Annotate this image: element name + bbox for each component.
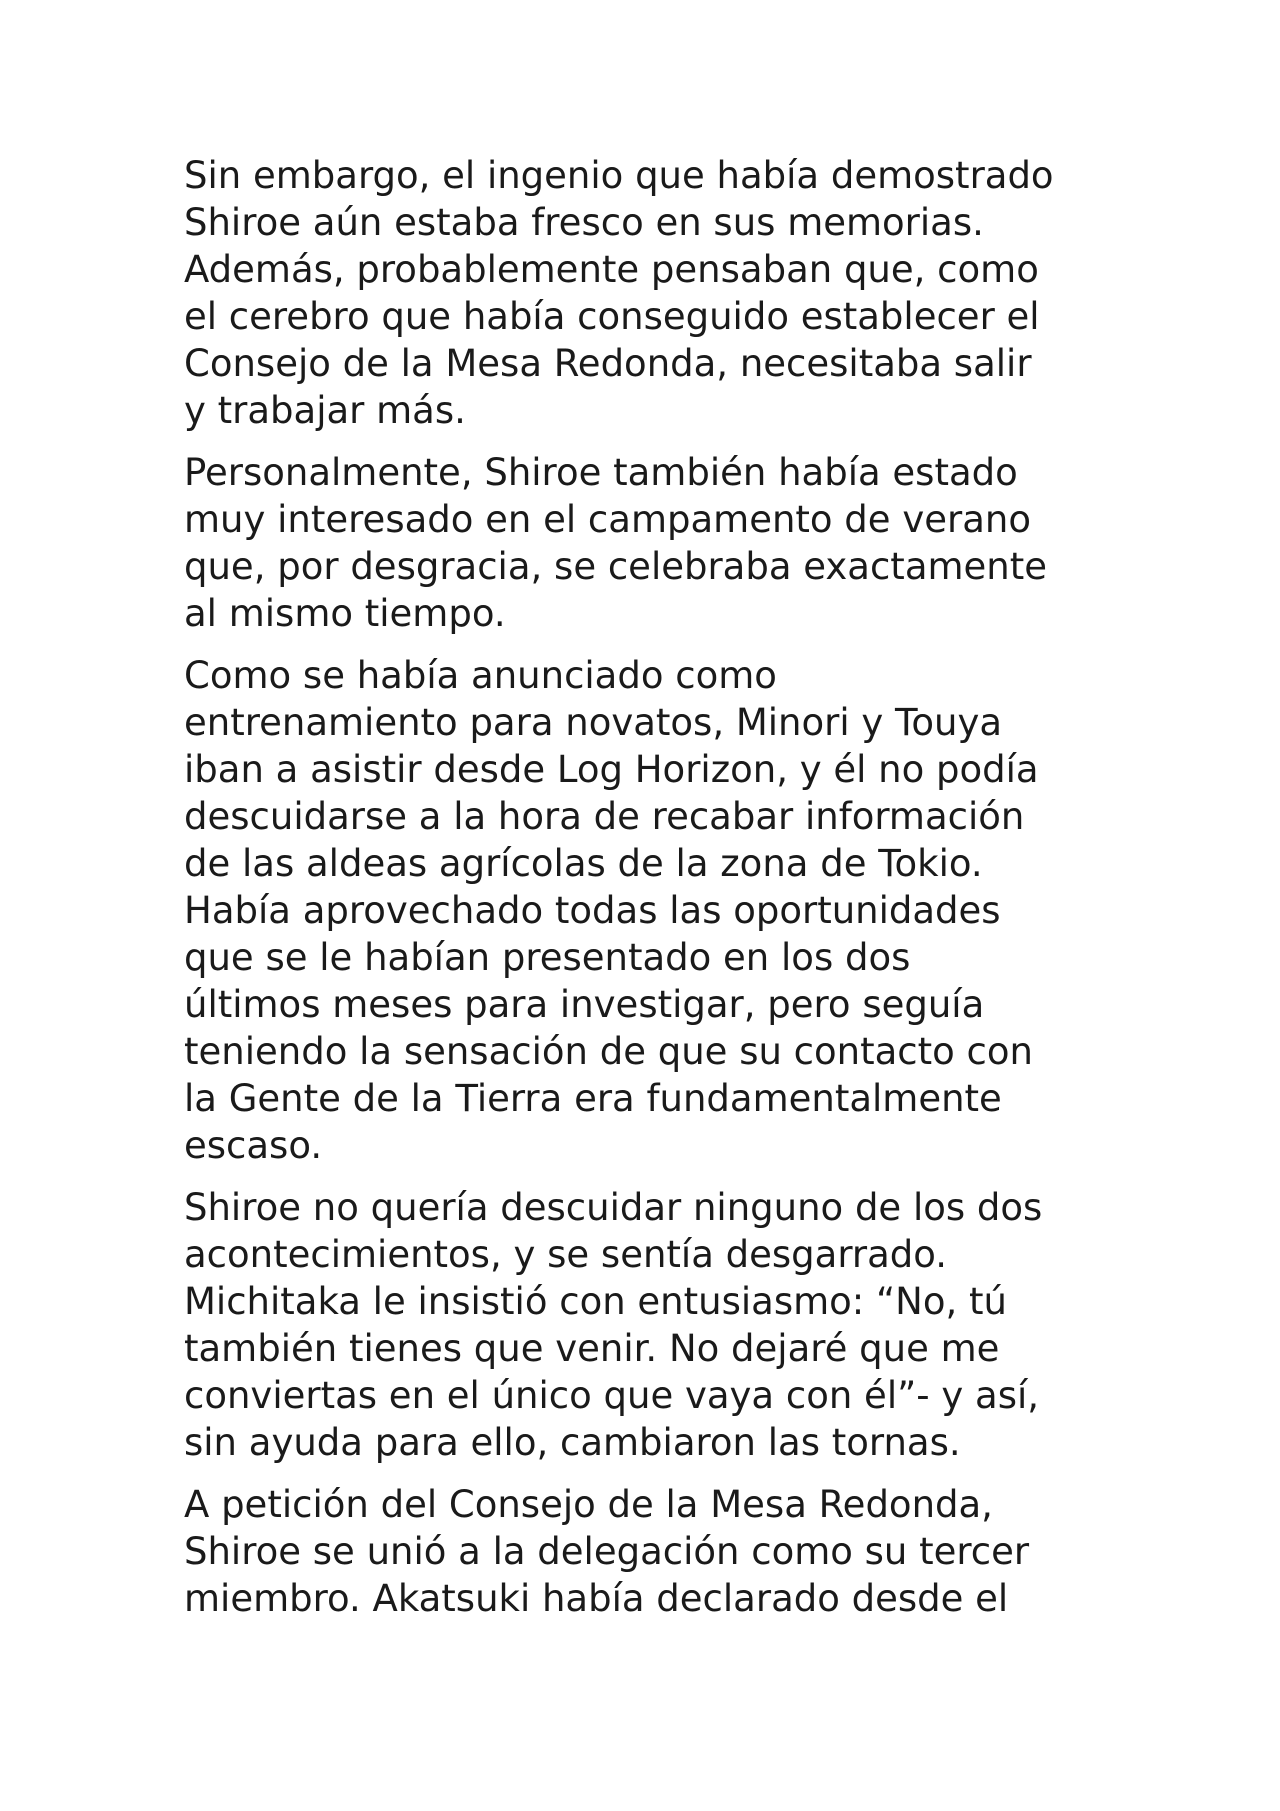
paragraph (184, 449, 1114, 637)
text-line: descuidarse a la hora de recabar información (184, 795, 1025, 838)
text-line: Shiroe se unió a la delegación como su tercer (184, 1530, 1030, 1573)
paragraph (184, 1481, 1114, 1622)
text-line: Como se había anunciado como (184, 654, 777, 697)
text-line: muy interesado en el campamento de verano (184, 498, 1031, 541)
paragraph (184, 652, 1114, 1169)
paragraph (184, 1184, 1114, 1466)
text-line: escaso. (184, 1124, 323, 1167)
text-line: Shiroe aún estaba fresco en sus memorias. (184, 201, 984, 244)
text-line: de las aldeas agrícolas de la zona de Tokio. (184, 842, 983, 885)
text-line: sin ayuda para ello, cambiaron las tornas. (184, 1421, 961, 1464)
text-line: que se le habían presentado en los dos (184, 936, 911, 979)
text-line: Además, probablemente pensaban que, como (184, 248, 1039, 291)
text-line: Había aprovechado todas las oportunidades (184, 889, 1001, 932)
text-line: Shiroe no quería descuidar ninguno de los dos (184, 1186, 1043, 1229)
text-line: acontecimientos, y se sentía desgarrado. (184, 1233, 948, 1276)
text-line: y trabajar más. (184, 389, 466, 432)
text-line: Consejo de la Mesa Redonda, necesitaba salir (184, 342, 1032, 385)
text-line: últimos meses para investigar, pero seguía (184, 983, 985, 1026)
text-line: A petición del Consejo de la Mesa Redonda, (184, 1483, 993, 1526)
text-line: Sin embargo, el ingenio que había demostrado (184, 154, 1054, 197)
text-line: también tienes que venir. No dejaré que me (184, 1327, 1000, 1370)
text-line: el cerebro que había conseguido establecer el (184, 295, 1040, 338)
body-text (184, 152, 1114, 1637)
text-line: teniendo la sensación de que su contacto con (184, 1030, 1033, 1073)
text-line: la Gente de la Tierra era fundamentalmente (184, 1077, 1002, 1120)
text-line: entrenamiento para novatos, Minori y Touya (184, 701, 1003, 744)
text-line: iban a asistir desde Log Horizon, y él no podía (184, 748, 1039, 791)
text-line: miembro. Akatsuki había declarado desde el (184, 1577, 1009, 1620)
text-line: al mismo tiempo. (184, 592, 506, 635)
text-line: Personalmente, Shiroe también había estado (184, 451, 1018, 494)
text-line: que, por desgracia, se celebraba exactamente (184, 545, 1048, 588)
paragraph (184, 152, 1114, 434)
text-line: conviertas en el único que vaya con él”- y así, (184, 1374, 1040, 1417)
text-line: Michitaka le insistió con entusiasmo: “No, tú (184, 1280, 1007, 1323)
